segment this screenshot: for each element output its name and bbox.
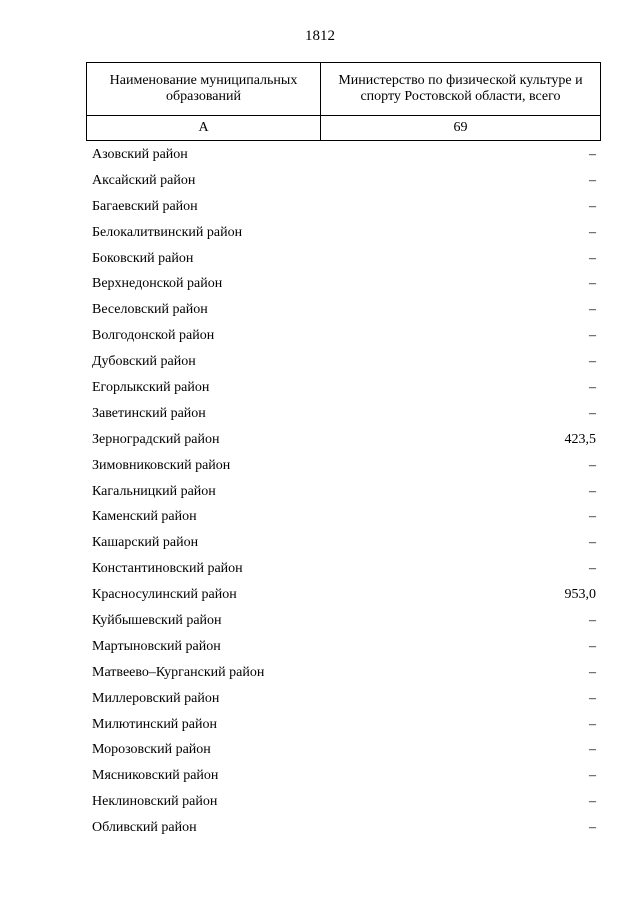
- column-code-ministry: 69: [321, 116, 601, 141]
- district-value: –: [589, 612, 596, 628]
- district-name: Кагальницкий район: [92, 483, 216, 499]
- district-value: –: [589, 198, 596, 214]
- district-value: –: [589, 768, 596, 784]
- table-row: [92, 427, 596, 453]
- district-name: Зимовниковский район: [92, 457, 231, 473]
- district-value: –: [589, 742, 596, 758]
- header-ministry-total: Министерство по физической культуре и спорту Ростовской области, всего: [321, 63, 601, 116]
- district-value: –: [589, 483, 596, 499]
- district-name: Мясниковский район: [92, 768, 219, 784]
- district-name: Красносулинский район: [92, 587, 237, 603]
- district-value: –: [589, 276, 596, 292]
- table-row: [92, 815, 596, 841]
- column-code-municipality: А: [87, 116, 321, 141]
- header-row: [87, 63, 601, 116]
- district-value: –: [589, 328, 596, 344]
- table-row: [92, 504, 596, 530]
- table-row: [92, 375, 596, 401]
- district-name: Азовский район: [92, 146, 188, 162]
- district-name: Кашарский район: [92, 535, 199, 551]
- table-row: [92, 660, 596, 686]
- district-name: Милютинский район: [92, 716, 218, 732]
- table-row: [92, 712, 596, 738]
- column-code-row: [87, 116, 601, 141]
- district-name: Егорлыкский район: [92, 379, 210, 395]
- district-value: –: [589, 664, 596, 680]
- district-value: 953,0: [564, 587, 596, 603]
- table-row: [92, 479, 596, 505]
- table-row: [92, 246, 596, 272]
- table-row: [92, 297, 596, 323]
- district-name: Дубовский район: [92, 354, 196, 370]
- district-name: Куйбышевский район: [92, 612, 222, 628]
- district-value: –: [589, 794, 596, 810]
- table-row: [92, 582, 596, 608]
- table-row: [92, 271, 596, 297]
- table-row: [92, 530, 596, 556]
- district-value: –: [589, 302, 596, 318]
- district-name: Аксайский район: [92, 172, 196, 188]
- district-name: Обливский район: [92, 820, 197, 836]
- district-name: Зерноградский район: [92, 431, 220, 447]
- district-name: Неклиновский район: [92, 794, 218, 810]
- header-municipality: Наименование муниципальных образований: [87, 63, 321, 116]
- district-name: Веселовский район: [92, 302, 208, 318]
- district-name: Заветинский район: [92, 405, 206, 421]
- district-value: –: [589, 561, 596, 577]
- district-name: Мартыновский район: [92, 638, 221, 654]
- page-number: 1812: [305, 28, 335, 44]
- district-value: –: [589, 509, 596, 525]
- district-value: –: [589, 354, 596, 370]
- table-row: [92, 763, 596, 789]
- district-value: –: [589, 690, 596, 706]
- table-row: [92, 401, 596, 427]
- table-row: [92, 453, 596, 479]
- table-row: [92, 686, 596, 712]
- district-value: –: [589, 638, 596, 654]
- district-name: Матвеево–Курганский район: [92, 664, 265, 680]
- district-value: –: [589, 379, 596, 395]
- table-row: [92, 323, 596, 349]
- table-row: [92, 349, 596, 375]
- district-value: –: [589, 224, 596, 240]
- table-row: [92, 634, 596, 660]
- district-value: –: [589, 820, 596, 836]
- table-row: [92, 142, 596, 168]
- district-list: [92, 142, 596, 841]
- table-row: [92, 168, 596, 194]
- district-value: –: [589, 172, 596, 188]
- district-name: Белокалитвинский район: [92, 224, 243, 240]
- table-row: [92, 556, 596, 582]
- district-name: Волгодонской район: [92, 328, 215, 344]
- district-value: 423,5: [564, 431, 596, 447]
- table-row: [92, 789, 596, 815]
- table-row: [92, 737, 596, 763]
- district-name: Миллеровский район: [92, 690, 220, 706]
- district-name: Константиновский район: [92, 561, 243, 577]
- table-header: [86, 62, 601, 141]
- district-value: –: [589, 405, 596, 421]
- table-row: [92, 608, 596, 634]
- district-value: –: [589, 250, 596, 266]
- district-name: Верхнедонской район: [92, 276, 223, 292]
- district-name: Морозовский район: [92, 742, 211, 758]
- district-value: –: [589, 146, 596, 162]
- district-value: –: [589, 535, 596, 551]
- district-name: Каменский район: [92, 509, 197, 525]
- table-row: [92, 220, 596, 246]
- district-value: –: [589, 457, 596, 473]
- district-name: Боковский район: [92, 250, 194, 266]
- district-value: –: [589, 716, 596, 732]
- table-row: [92, 194, 596, 220]
- district-name: Багаевский район: [92, 198, 198, 214]
